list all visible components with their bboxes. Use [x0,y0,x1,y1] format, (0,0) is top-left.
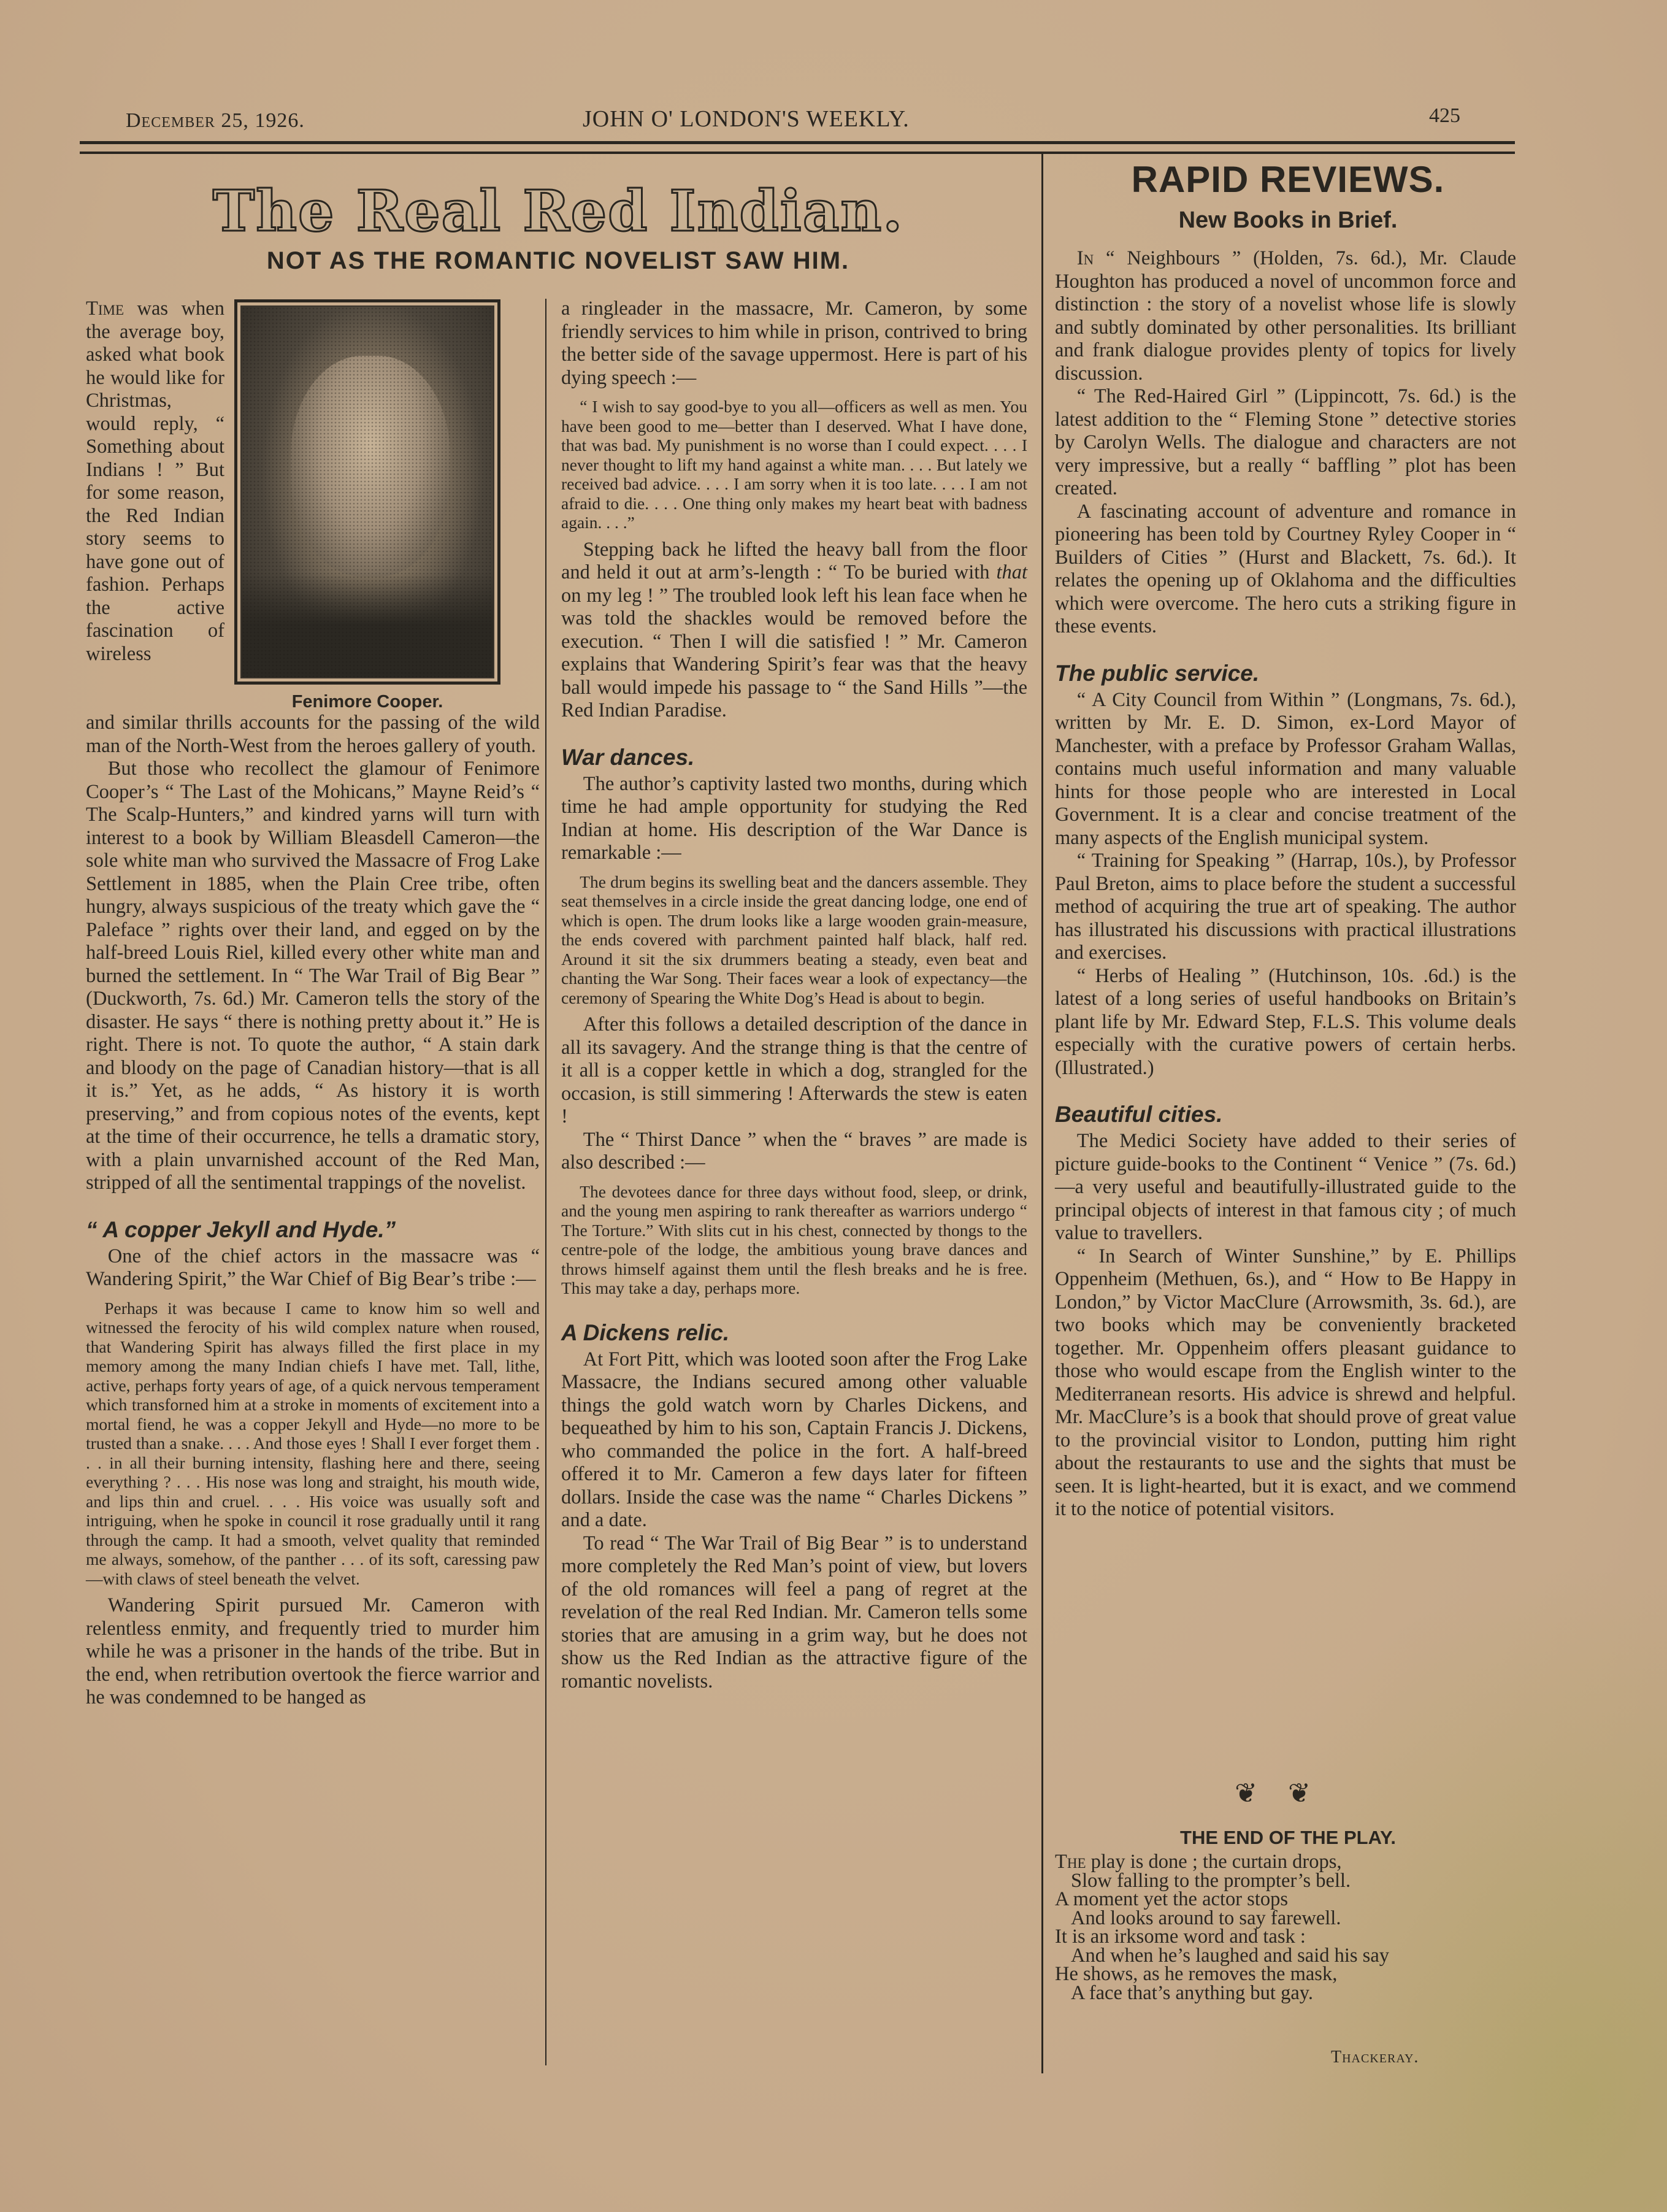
column-divider-middle [545,299,546,2065]
section-heading-beautiful-cities: Beautiful cities. [1055,1102,1223,1127]
review-paragraph: “ In Search of Winter Sunshine,” by E. Phillips Oppenheim (Methuen, 6s.), and “ How to Be Happy in London,” by Victor MacClure (Arrowsmith, 3s. 6d.), are two books which may be conveniently bracketed together. Mr. Oppenheim offers pleasant guidance to those who would escape from the English winter to the Mediterranean resorts. His advice is shrewd and helpful. Mr. MacClure’s is a book that should prove of great value to the provincial visitor to London, putting him right about the restaurants to use and the sights that must be seen. It is light-hearted, but it is exact, and we commend it to the notice of potential visitors. [1055,1245,1516,1520]
text-run: on my leg ! ” The troubled look left his lean face when he was told the shackles would be removed before the execution. “ Then I will die satisfied ! ” Mr. Cameron explains that Wandering Spirit’s fear was that the heavy ball would impede his passage to “ the Sand Hills ”—the Red Indian Paradise. [561,584,1027,721]
poem-line: A moment yet the actor stops [1055,1888,1289,1910]
review-paragraph: The Medici Society have added to their series of picture guide-books to the Continent “ Venice ” (7s. 6d.)—a very useful and beautifully-illustrated guide to the principal objects of interest in that famous city ; of much value to travellers. [1055,1130,1516,1244]
quote-paragraph: Perhaps it was because I came to know him so well and witnessed the ferocity of his wild complex nature when roused, that Wandering Spirit has always filled the first place in my memory among the many Indian chiefs I have met. Tall, lithe, active, perhaps forty years of age, of a quick nervous temperament which transforned him at a stroke in moments of excitement into a mortal fiend, he was a copper Jekyll and Hyde—no more to be trusted than a snake. . . . And those eyes ! Shall I ever forget them . . . in all their burning intensity, flashing here and there, seeing everything ? . . . His nose was long and straight, his mouth wide, and lips thin and cruel. . . . His voice was usually soft and intriguing, when he spoke in council it rose gradually until it rang through the camp. It had a smooth, velvet quality that reminded me always, somehow, of the panther . . . of its soft, caressing paw—with claws of steel beneath the velvet. [86,1298,540,1588]
poem-line [1055,1853,1521,1872]
poem-line: And when he’s laughed and said his say [1071,1944,1390,1967]
review-paragraph: A fascinating account of adventure and romance in pioneering has been told by Courtney Ryley Cooper in “ Builders of Cities ” (Hurst and Blackett, 7s. 6d.). It relates the opening up of Oklahoma and the difficulties which were overcome. The hero cuts a striking figure in these events. [1055,500,1516,637]
article-paragraph: The author’s captivity lasted two months, during which time he had ample opportunity for studying the Red Indian at home. His description of the War Dance is remarkable :— [561,772,1027,864]
text-run: “ Neighbours ” (Holden, 7s. 6d.), Mr. Claude Houghton has produced a novel of uncommon force and distinction : the story of a novelist whose life is slowly and subtly dominated by other personalities. Its brilliant and frank dialogue provides plenty of topics for lively discussion. [1055,247,1516,385]
poem-body [1055,1853,1521,2002]
poem-author: Thackeray. [1331,2048,1419,2067]
halftone-texture [242,307,493,677]
article-paragraph: and similar thrills accounts for the passing of the wild man of the North-West from the heroes gallery of youth. [86,712,540,757]
quote-paragraph: “ I wish to say good-bye to you all—officers as well as men. You have been good to me—better than I deserved. What I have done, that was bad. My punishment is no worse than I could expect. . . . I never thought to lift my hand against a white man. . . . But lately we received bad advice. . . . I am sorry when it is too late. . . . I am not afraid to die. . . . One thing only makes my heart beat with badness again. . . .” [561,397,1027,532]
article-left-column [86,712,540,1710]
ornament-divider [1055,1778,1521,1809]
intro-text: was when the average boy, asked what book he would like for Christmas, would reply, “ Something about Indians ! ” But for some reason, the Red Indian story seems to have gone out of fashion. Perhaps the active fascination of wireless [86,298,224,665]
section-heading-war-dances: War dances. [561,744,695,770]
war-dance-quote [561,872,1027,1008]
quote-paragraph: The devotees dance for three days without food, sleep, or drink, and the young men aspiring to rank thereafter as warriors undergo “ The Torture.” With slits cut in his chest, connected by thongs to the centre-pole of the lodge, the ambitious young brave dances and throws himself against them until the flesh breaks and he is free. This may take a day, perhaps more. [561,1181,1027,1297]
header-rule-bottom [80,152,1515,154]
fleuron-icon: ❦ [1235,1778,1288,1808]
review-paragraph [1055,247,1516,385]
article-paragraph: But those who recollect the glamour of Fenimore Cooper’s “ The Last of the Mohicans,” Mayne Reid’s “ The Scalp-Hunters,” and kindred yarns will turn with interest to a book by William Bleasdell Cameron—the sole white man who survived the Massacre of Frog Lake Settlement in 1885, when the Plain Cree tribe, often hungry, always suspicious of the treaty which gave the “ Paleface ” rights over their land, and egged on by the half-breed Louis Riel, killed every other white man and burned the settlement. In “ The War Trail of Big Bear ” (Duckworth, 7s. 6d.) Mr. Cameron tells the story of the disaster. He says “ there is nothing pretty about it.” He is right. There is not. To quote the author, “ A stain dark and bloody on the page of Canadian history—that is all it is.” Yet, as he adds, “ As history it is worth preserving,” and from copious notes of the events, kept at the time of their occurrence, he tells a dramatic story, with a plain unvarnished account of the Red Man, stripped of all the sentimental trappings of the novelist. [86,758,540,1194]
poem-line: It is an irksome word and task : [1055,1926,1306,1948]
header-rule-top [80,141,1515,144]
article-paragraph: Wandering Spirit pursued Mr. Cameron with relentless enmity, and frequently tried to murder him while he was a prisoner in the hands of the tribe. But in the end, when retribution overtook the fierce warrior and he was condemned to be hanged as [86,1594,540,1708]
article-paragraph [561,539,1027,723]
portrait-photo-frame [234,299,500,685]
reviews-subtitle: New Books in Brief. [1178,207,1398,233]
thirst-dance-quote [561,1182,1027,1298]
article-intro [86,298,224,666]
review-paragraph: “ A City Council from Within ” (Longmans, 7s. 6d.), written by Mr. E. D. Simon, ex-Lord Mayor of Manchester, with a preface by Professor Graham Wallas, contains much useful information and many valuable hints for those people who are interested in Local Government. It is a clear and concise treatment of the many aspects of the English municipal system. [1055,688,1516,849]
article-paragraph: The “ Thirst Dance ” when the “ braves ” are made is also described :— [561,1128,1027,1173]
review-paragraph: “ Training for Speaking ” (Harrap, 10s.), by Professor Paul Breton, aims to place before the student a successful method of acquiring the true art of speaking. The author has illustrated his discussions with practical illustrations and exercises. [1055,850,1516,964]
fenimore-cooper-portrait [240,305,494,678]
review-paragraph: “ The Red-Haired Girl ” (Lippincott, 7s. 6d.) is the latest addition to the “ Fleming Stone ” detective stories by Carolyn Wells. The dialogue and characters are not very impressive, but a really “ baffling ” plot has been created. [1055,385,1516,499]
section-heading-jekyll: “ A copper Jekyll and Hyde.” [86,1216,396,1242]
reviews-column [1055,247,1516,1521]
page-number: 425 [1429,104,1460,127]
review-paragraph: “ Herbs of Healing ” (Hutchinson, 10s. .6d.) is the latest of a long series of useful handbooks on Britain’s plant life by Mr. Edward Step, F.L.S. This volume deals especially with the curative powers of certain herbs. (Illustrated.) [1055,964,1516,1079]
poem-line: And looks around to say farewell. [1071,1907,1341,1929]
article-paragraph: One of the chief actors in the massacre was “ Wandering Spirit,” the War Chief of Big Bear’s tribe :— [86,1245,540,1290]
article-middle-column [561,298,1027,1693]
poem-line: A face that’s anything but gay. [1071,1981,1314,2004]
section-heading-public-service: The public service. [1055,660,1260,686]
intro-dropcap: Time [86,298,125,320]
dying-speech-quote [561,397,1027,532]
article-subheadline: NOT AS THE ROMANTIC NOVELIST SAW HIM. [266,247,850,274]
text-run: play is done ; the curtain drops, [1086,1851,1342,1873]
publication-title: JOHN O' LONDON'S WEEKLY. [583,106,910,132]
poem-first-word: The [1055,1851,1086,1873]
quote-paragraph: The drum begins its swelling beat and the dancers assemble. They seat themselves in a circle inside the great dancing lodge, one end of which is open. The drum looks like a large wooden grain-measure, the ends covered with parchment painted half black, half red. Around it sit the six drummers beating a steady, even beat and chanting the War Song. Their faces wear a look of expectancy—the ceremony of Spearing the White Dog’s Head is about to begin. [561,872,1027,1007]
article-paragraph: To read “ The War Trail of Big Bear ” is to understand more completely the Red Man’s point of view, but lovers of the old romances will feel a pang of regret at the revelation of the real Red Indian. Mr. Cameron tells some stories that are amusing in a grim way, but he does not show us the Red Indian as the attractive figure of the romantic novelists. [561,1532,1027,1692]
wandering-spirit-quote [86,1299,540,1589]
poem-line: He shows, as he removes the mask, [1055,1963,1338,1985]
photo-caption: Fenimore Cooper. [291,692,443,712]
article-paragraph: a ringleader in the massacre, Mr. Cameron, by some friendly services to him while in prison, contrived to bring the better side of the savage uppermost. Here is part of his dying speech :— [561,298,1027,389]
article-headline: The Real Red Indian. [212,178,904,244]
column-divider-right [1041,153,1043,2073]
reviews-title: RAPID REVIEWS. [1131,159,1445,200]
text-run: Stepping back he lifted the heavy ball from the floor and held it out at arm’s-length : “ To be buried with [561,538,1027,583]
review-dropcap: In [1076,247,1094,269]
section-heading-dickens-relic: A Dickens relic. [561,1319,730,1345]
poem-title: THE END OF THE PLAY. [1180,1827,1396,1848]
poem-line: Slow falling to the prompter’s bell. [1071,1869,1351,1892]
italic-run: that [996,561,1027,583]
issue-date: December 25, 1926. [126,109,305,132]
article-paragraph: After this follows a detailed description of the dance in all its savagery. And the strange thing is that the centre of it all is a copper kettle in which a dog, strangled for the occasion, is still simmering ! Afterwards the stew is eaten ! [561,1013,1027,1127]
fleuron-icon: ❦ [1288,1778,1341,1808]
article-paragraph: At Fort Pitt, which was looted soon after the Frog Lake Massacre, the Indians secured among other valuable things the gold watch worn by Charles Dickens, and bequeathed by him to his son, Captain Francis J. Dickens, who commanded the police in the fort. A half-breed offered it to Mr. Cameron a few days later for fifteen dollars. Inside the case was the name “ Charles Dickens ” and a date. [561,1348,1027,1531]
